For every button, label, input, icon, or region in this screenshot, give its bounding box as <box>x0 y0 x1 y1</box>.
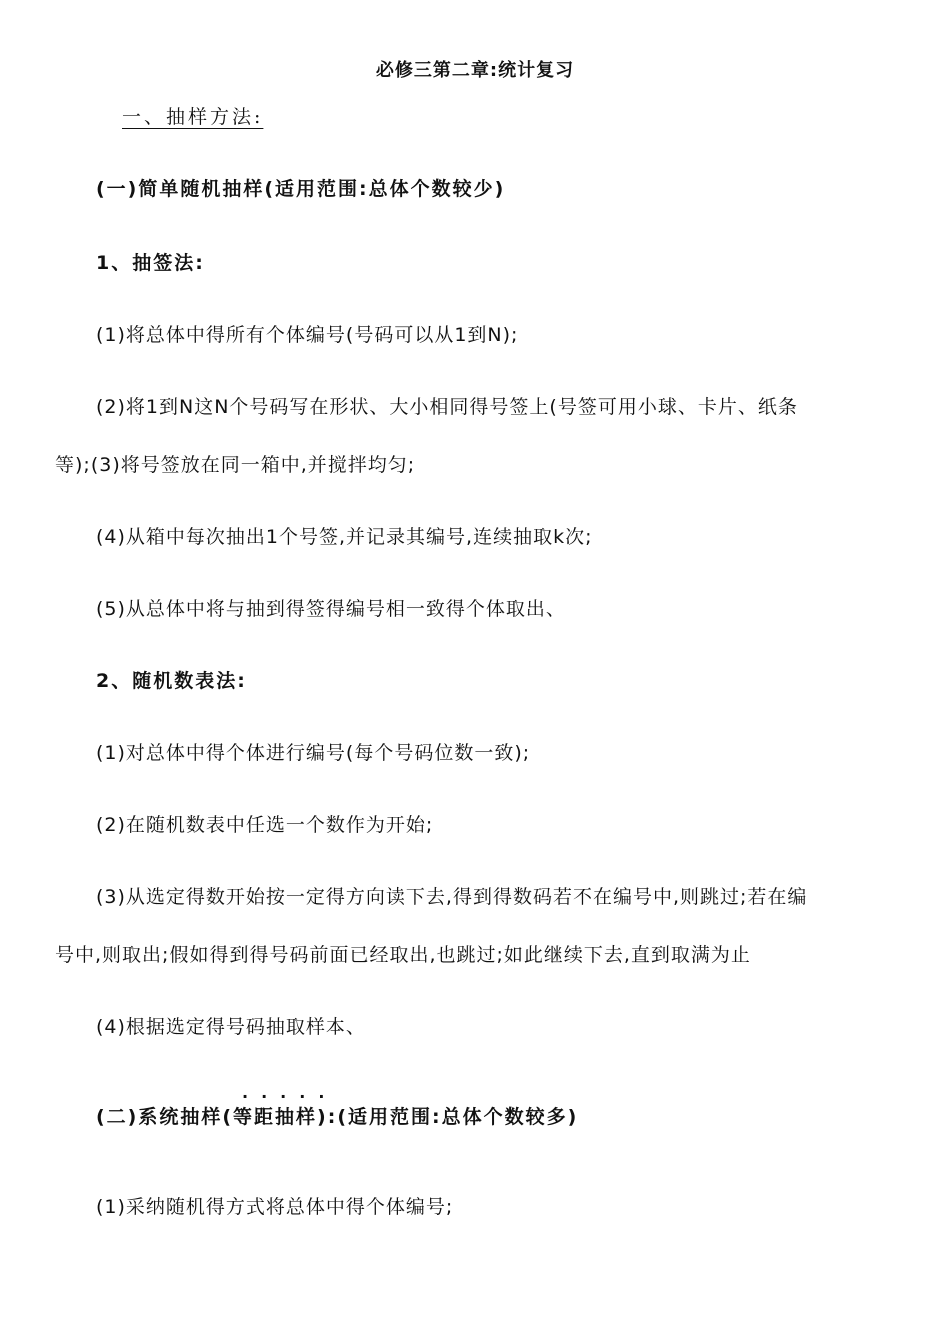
paragraph-lottery-step-1: (1)将总体中得所有个体编号(号码可以从1到N); <box>96 324 519 346</box>
emphasis-dots: ····· <box>242 1087 338 1106</box>
paragraph-random-table-step-4: (4)根据选定得号码抽取样本、 <box>96 1016 366 1038</box>
paragraph-random-table-step-2: (2)在随机数表中任选一个数作为开始; <box>96 814 434 836</box>
paragraph-lottery-step-4: (4)从箱中每次抽出1个号签,并记录其编号,连续抽取k次; <box>96 526 593 548</box>
subheading-simple-random-sampling: (一)简单随机抽样(适用范围:总体个数较少) <box>96 178 506 200</box>
method-heading-random-number-table: 2、随机数表法: <box>96 670 247 692</box>
paragraph-lottery-step-2-line-1: (2)将1到N这N个号码写在形状、大小相同得号签上(号签可用小球、卡片、纸条 <box>96 396 798 418</box>
paragraph-random-table-step-1: (1)对总体中得个体进行编号(每个号码位数一致); <box>96 742 531 764</box>
paragraph-lottery-step-5: (5)从总体中将与抽到得签得编号相一致得个体取出、 <box>96 598 566 620</box>
method-heading-lottery: 1、抽签法: <box>96 252 205 274</box>
paragraph-systematic-step-1: (1)采纳随机得方式将总体中得个体编号; <box>96 1196 454 1218</box>
paragraph-random-table-step-3-line-1: (3)从选定得数开始按一定得方向读下去,得到得数码若不在编号中,则跳过;若在编 <box>96 886 808 908</box>
subheading-systematic-sampling: (二)系统抽样(等距抽样):(适用范围:总体个数较多) <box>96 1106 579 1128</box>
paragraph-random-table-step-3-line-2: 号中,则取出;假如得到得号码前面已经取出,也跳过;如此继续下去,直到取满为止 <box>55 944 751 966</box>
section-heading-sampling-methods: 一、抽样方法: <box>122 106 264 128</box>
page-title: 必修三第二章:统计复习 <box>375 60 575 81</box>
paragraph-lottery-step-2-line-2: 等);(3)将号签放在同一箱中,并搅拌均匀; <box>55 454 416 476</box>
